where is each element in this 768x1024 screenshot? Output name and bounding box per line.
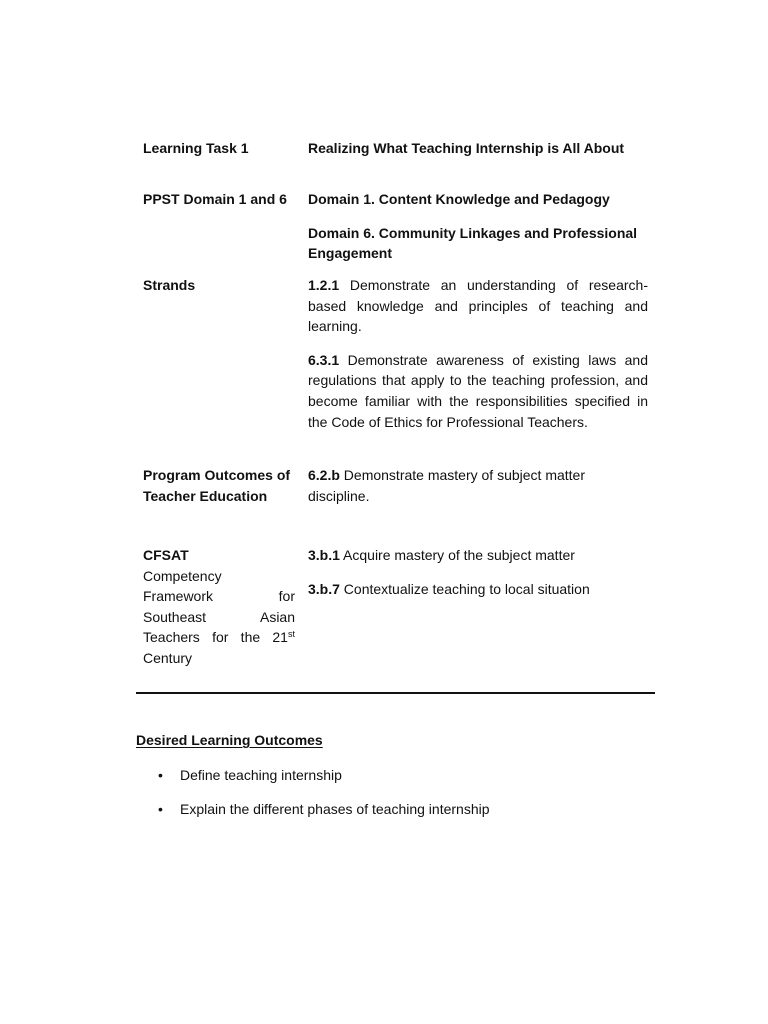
desired-outcomes-list [136,765,490,833]
desired-outcomes-heading: Desired Learning Outcomes [136,732,323,748]
cfsat-label-block [143,545,295,669]
strand-text: Demonstrate an understanding of research-based knowledge and principles of teaching and learning. [308,277,648,335]
bullet-icon: • [158,767,163,783]
strand-item [308,275,648,337]
cfsat-description-superscript: st [287,629,295,640]
cfsat-values [308,545,648,599]
domain-6-text: Domain 6. Community Linkages and Professional Engagement [308,224,638,262]
list-item [136,799,490,833]
outcome-text: Explain the different phases of teaching internship [180,801,490,817]
cfsat-row [143,545,649,669]
ppst-domain-label: PPST Domain 1 and 6 [143,191,287,207]
program-outcome-text: Demonstrate mastery of subject matter discipline. [308,467,585,504]
program-outcomes-row [143,465,649,545]
program-outcomes-value [308,465,648,506]
strand-code: 1.2.1 [308,277,340,293]
ppst-domain-row [143,189,649,275]
cfsat-label: CFSAT [143,547,189,563]
cfsat-code: 3.b.7 [308,580,340,597]
strands-label: Strands [143,277,196,293]
learning-task-table [143,138,649,669]
ppst-domain-values [308,189,648,264]
strand-code: 6.3.1 [308,351,340,368]
strand-text: Demonstrate awareness of existing laws and regulations that apply to the teaching profession, and become familiar with the responsibilities specified in the Code of Ethics for Professional Teachers. [308,351,648,430]
learning-task-title: Realizing What Teaching Internship is All About [308,140,625,156]
horizontal-divider [136,692,655,694]
outcome-text: Define teaching internship [180,767,342,783]
program-outcomes-label: Program Outcomes of Teacher Education [143,467,291,504]
learning-task-label: Learning Task 1 [143,140,249,156]
learning-task-row [143,138,649,189]
cfsat-description [143,566,295,669]
cfsat-item [308,579,648,600]
cfsat-description-end: Century [143,649,193,666]
cfsat-text: Acquire mastery of the subject matter [343,547,575,563]
strands-row [143,275,649,465]
domain-1-text: Domain 1. Content Knowledge and Pedagogy [308,191,610,207]
bullet-icon: • [158,801,163,817]
cfsat-description-text: Competency Framework for Southeast Asian Teachers for the 21 [143,567,295,646]
cfsat-item [308,545,648,566]
program-outcome-code: 6.2.b [308,467,340,483]
strands-values [308,275,648,432]
strand-item [308,350,648,432]
list-item [136,765,490,799]
cfsat-code: 3.b.1 [308,547,340,563]
cfsat-text: Contextualize teaching to local situation [343,580,590,597]
